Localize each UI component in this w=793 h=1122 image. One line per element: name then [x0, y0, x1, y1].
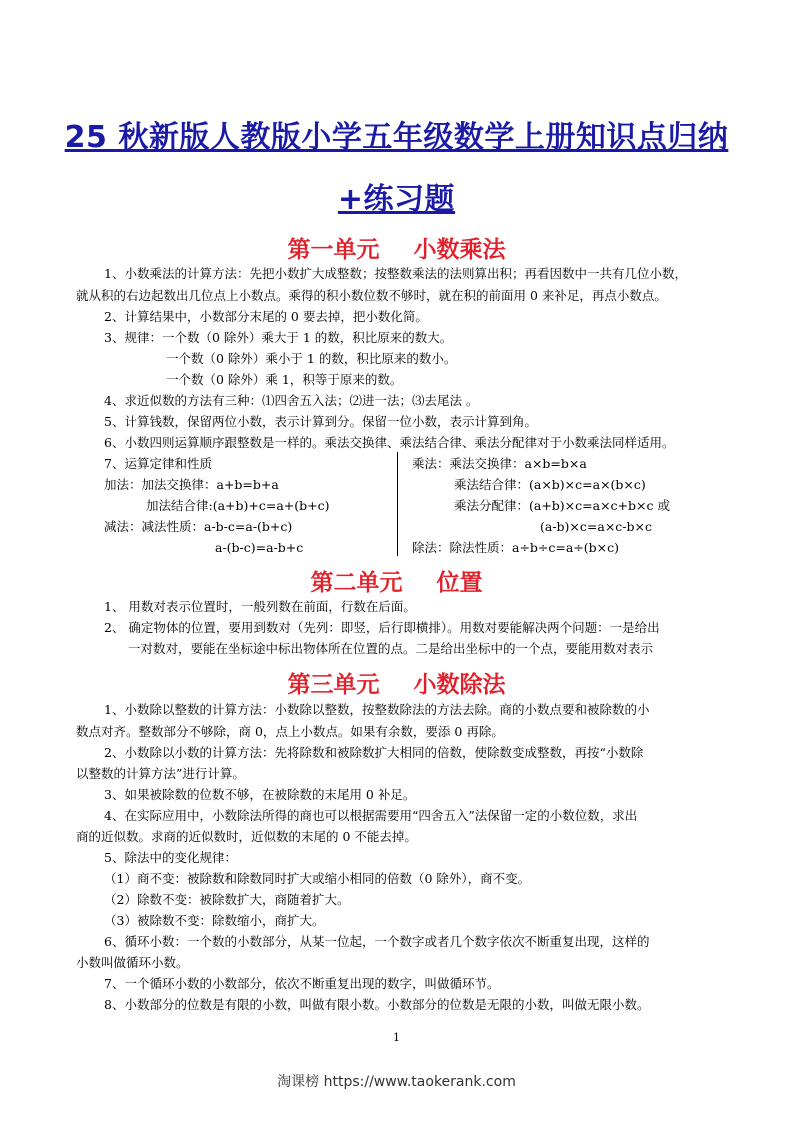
unit3-line: （2）除数不变：被除数扩大，商随着扩大。: [104, 892, 350, 907]
unit1-line: 2、计算结果中，小数部分末尾的 0 要去掉，把小数化简。: [104, 309, 428, 324]
unit1-label: 第一单元: [287, 237, 380, 263]
law-right: 乘法分配律：(a+b)×c=a×c+b×c 或: [454, 498, 670, 513]
law-left: 7、运算定律和性质: [104, 456, 212, 471]
unit3-line: 6、循环小数：一个数的小数部分，从某一位起，一个数字或者几个数字依次不断重复出现，这样的: [104, 934, 650, 949]
unit2-line: 一对数对，要能在坐标途中标出物体所在位置的点。二是给出坐标中的一个点，要能用数对表示: [128, 641, 654, 656]
unit3-line: 4、在实际应用中，小数除法所得的商也可以根据需要用“四舍五入”法保留一定的小数位数，求出: [104, 808, 638, 823]
unit3-topic: 小数除法: [413, 672, 506, 698]
law-right: (a-b)×c=a×c-b×c: [540, 519, 653, 534]
law-left: a-(b-c)=a-b+c: [215, 540, 304, 555]
unit3-line: 小数叫做循环小数。: [76, 955, 189, 970]
footer-watermark: 淘课榜 https://www.taokerank.com: [277, 1074, 516, 1090]
unit2-line: 2、 确定物体的位置，要用到数对（先列：即竖，后行即横排）。用数对要能解决两个问题：一是给出: [104, 620, 660, 635]
unit3-line: （1）商不变：被除数和除数同时扩大或缩小相同的倍数（0 除外），商不变。: [104, 871, 531, 886]
column-divider: [397, 452, 398, 556]
unit1-heading: [0, 231, 793, 264]
document-title-line1: 25 秋新版人教版小学五年级数学上册知识点归纳: [64, 120, 729, 155]
unit3-line: 3、如果被除数的位数不够，在被除数的末尾用 0 补足。: [104, 787, 416, 802]
document-title-line2: +练习题: [337, 182, 456, 217]
unit1-line: 5、计算钱数，保留两位小数，表示计算到分。保留一位小数，表示计算到角。: [104, 414, 537, 429]
unit3-line: 2、小数除以小数的计算方法：先将除数和被除数扩大相同的倍数，使除数变成整数，再按“小数除: [104, 745, 644, 760]
unit1-line: 4、求近似数的方法有三种：⑴四舍五入法；⑵进一法；⑶去尾法 。: [104, 393, 479, 408]
law-right: 除法：除法性质：a÷b÷c=a÷(b×c): [412, 540, 620, 555]
law-left: 减法：减法性质：a-b-c=a-(b+c): [104, 519, 293, 534]
unit3-heading: [0, 666, 793, 699]
unit3-line: （3）被除数不变：除数缩小，商扩大。: [104, 913, 325, 928]
unit3-line: 7、一个循环小数的小数部分，依次不断重复出现的数字，叫做循环节。: [104, 976, 500, 991]
unit3-line: 5、除法中的变化规律：: [104, 850, 237, 865]
law-right: 乘法结合律：(a×b)×c=a×(b×c): [454, 477, 646, 492]
unit2-line: 1、 用数对表示位置时，一般列数在前面，行数在后面。: [104, 599, 416, 614]
unit1-line: 就从积的右边起数出几位点上小数点。乘得的积小数位数不够时，就在积的前面用 0 来补足，再点小数点。: [76, 288, 667, 303]
unit3-line: 以整数的计算方法”进行计算。: [76, 766, 245, 781]
unit2-heading: [0, 564, 793, 597]
unit3-line: 数点对齐。整数部分不够除，商 0，点上小数点。如果有余数，要添 0 再除。: [76, 724, 504, 739]
unit1-line: 一个数（0 除外）乘 1，积等于原来的数。: [166, 372, 403, 387]
unit1-line: 一个数（0 除外）乘小于 1 的数，积比原来的数小。: [166, 351, 457, 366]
unit3-line: 8、小数部分的位数是有限的小数，叫做有限小数。小数部分的位数是无限的小数，叫做无限小数。: [104, 997, 650, 1012]
unit1-line: 3、规律：一个数（0 除外）乘大于 1 的数，积比原来的数大。: [104, 330, 453, 345]
unit2-label: 第二单元: [310, 570, 403, 596]
unit1-line: 6、小数四则运算顺序跟整数是一样的。乘法交换律、乘法结合律、乘法分配律对于小数乘法同样适用。: [104, 435, 675, 450]
unit3-line: 商的近似数。求商的近似数时，近似数的末尾的 0 不能去掉。: [76, 829, 417, 844]
unit1-topic: 小数乘法: [413, 237, 506, 263]
unit3-line: 1、小数除以整数的计算方法：小数除以整数，按整数除法的方法去除。商的小数点要和被除数的小: [104, 702, 650, 717]
law-left: 加法：加法交换律：a+b=b+a: [104, 477, 279, 492]
unit2-topic: 位置: [436, 570, 483, 596]
law-left: 加法结合律:(a+b)+c=a+(b+c): [146, 498, 330, 513]
unit3-label: 第三单元: [287, 672, 380, 698]
law-right: 乘法：乘法交换律：a×b=b×a: [412, 456, 587, 471]
unit1-line: 1、小数乘法的计算方法：先把小数扩大成整数；按整数乘法的法则算出积；再看因数中一共有几位小数，: [104, 266, 687, 281]
page-number: 1: [393, 1031, 400, 1044]
